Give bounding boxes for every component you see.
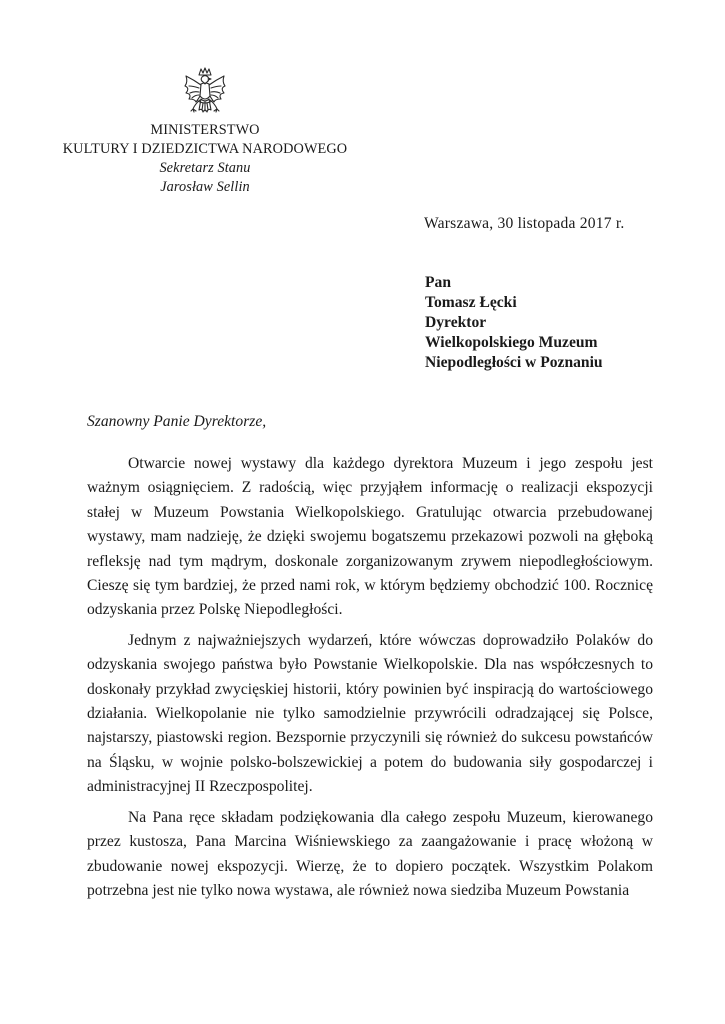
letterhead xyxy=(40,121,370,197)
polish-eagle-emblem-icon xyxy=(180,66,230,122)
salutation: Szanowny Panie Dyrektorze, xyxy=(87,413,267,430)
ministry-name-line-1: MINISTERSTWO xyxy=(150,122,260,138)
signatory-role: Sekretarz Stanu xyxy=(159,160,251,176)
body-paragraph-2: Jednym z najważniejszych wydarzeń, które wówczas doprowadziło Polaków do odzyskania swojego państwa było Powstanie Wielkopolskie. Dla nas współczesnych to doskonały przykład zwycięskiej historii, który powinien być inspiracją do wartościowego działania. Wielkopolanie nie tylko samodzielnie przywrócili odradzającej się Polsce, najstarszy, piastowski region. Bezspornie przyczynili się również do sukcesu powstańców na Śląsku, w wojnie polsko-bolszewickiej a potem do budowania siły gospodarczej i administracyjnej II Rzeczpospolitej. xyxy=(87,631,653,796)
letter-date: Warszawa, 30 listopada 2017 r. xyxy=(424,215,625,232)
body-paragraph-3: Na Pana ręce składam podziękowania dla całego zespołu Muzeum, kierowanego przez kustosza, Pana Marcina Wiśniewskiego za zaangażowanie i pracę włożoną w zbudowanie nowej ekspozycji. Wierzę, że to dopiero początek. Wszystkim Polakom potrzebna jest nie tylko nowa wystawa, ale również nowa siedziba Muzeum Powstania xyxy=(87,808,653,899)
addressee-line-2: Tomasz Łęcki xyxy=(425,293,517,311)
ministry-name-line-2: KULTURY I DZIEDZICTWA NARODOWEGO xyxy=(62,141,348,157)
addressee-block xyxy=(425,273,603,373)
addressee-line-5: Niepodległości w Poznaniu xyxy=(425,353,603,371)
addressee-line-3: Dyrektor xyxy=(425,313,487,331)
addressee-line-1: Pan xyxy=(425,274,451,291)
letter-body xyxy=(87,452,653,909)
signatory-name: Jarosław Sellin xyxy=(160,179,250,195)
body-paragraph-1: Otwarcie nowej wystawy dla każdego dyrektora Muzeum i jego zespołu jest ważnym osiągnięciem. Z radością, więc przyjąłem informację o realizacji ekspozycji stałej w Muzeum Powstania Wielkopolskiego. Gratulując otwarcia przebudowanej wystawy, mam nadzieję, że dzięki swojemu bogatszemu przekazowi pozwoli na głęboką refleksję nad tym mądrym, doskonale zorganizowanym zrywem niepodległościowym. Cieszę się tym bardziej, że przed nami rok, w którym będziemy obchodzić 100. Rocznicę odzyskania przez Polskę Niepodległości. xyxy=(87,455,653,619)
addressee-line-4: Wielkopolskiego Muzeum xyxy=(425,333,598,351)
